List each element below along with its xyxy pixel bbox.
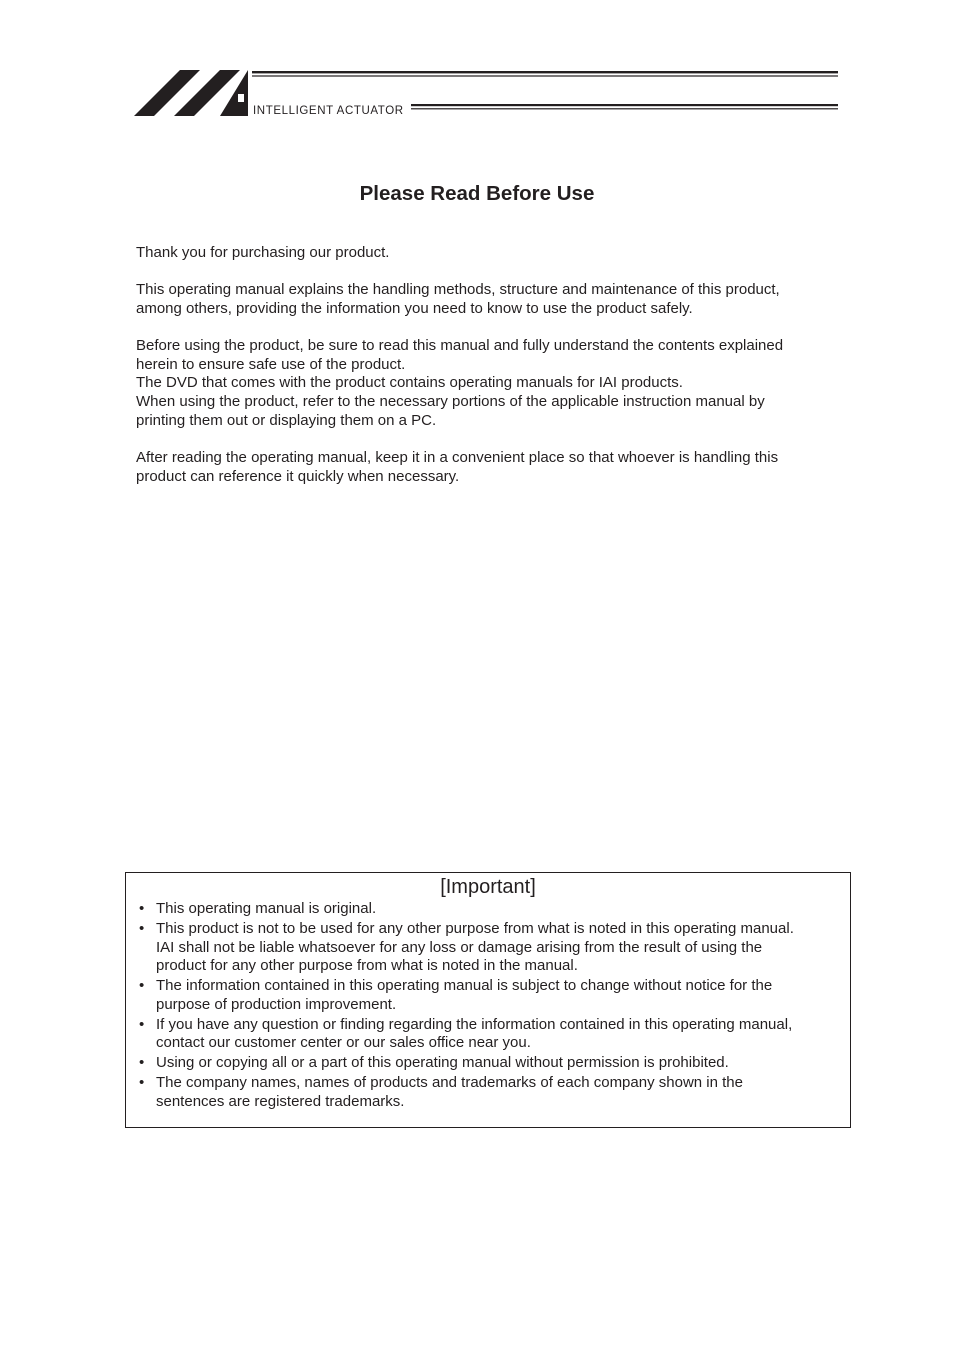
text-line: This operating manual explains the handling methods, structure and maintenance of this product, — [136, 281, 780, 299]
bullet-icon: • — [139, 977, 145, 994]
iai-logo-mark — [134, 68, 844, 124]
list-item — [137, 900, 850, 919]
text-line: Thank you for purchasing our product. — [136, 244, 390, 261]
text-line: Before using the product, be sure to read this manual and fully understand the contents explained — [136, 336, 784, 354]
text-line: After reading the operating manual, keep it in a convenient place so that whoever is handling this — [136, 448, 779, 466]
text-line: The DVD that comes with the product contains operating manuals for IAI products. — [136, 374, 683, 392]
text-line: among others, providing the information you need to know to use the product safely. — [136, 299, 693, 317]
important-heading: [Important] — [440, 876, 536, 898]
list-item — [137, 1074, 850, 1111]
important-notice-box — [125, 872, 851, 1128]
text-line: This operating manual is original. — [156, 900, 377, 917]
text-line: If you have any question or finding regarding the information contained in this operating manual, — [156, 1015, 793, 1033]
list-item — [137, 1054, 850, 1073]
logo-wordmark: INTELLIGENT ACTUATOR — [253, 105, 404, 117]
list-item — [137, 920, 850, 976]
intro-paragraph — [136, 337, 836, 431]
page-title: Please Read Before Use — [359, 182, 595, 205]
text-line: The company names, names of products and trademarks of each company shown in the — [156, 1073, 743, 1091]
important-list — [126, 900, 850, 1111]
text-line: The information contained in this operating manual is subject to change without notice for the — [156, 977, 773, 994]
bullet-icon: • — [139, 919, 145, 937]
text-line: contact our customer center or our sales office near you. — [156, 1034, 531, 1052]
text-line: herein to ensure safe use of the product. — [136, 355, 406, 373]
text-line: This product is not to be used for any other purpose from what is noted in this operating manual. — [156, 919, 794, 937]
intro-paragraph — [136, 281, 836, 318]
text-line: Using or copying all or a part of this operating manual without permission is prohibited. — [156, 1054, 729, 1071]
bullet-icon: • — [139, 1054, 145, 1071]
bullet-icon: • — [139, 900, 145, 917]
intro-paragraph — [136, 244, 836, 263]
intro-text — [136, 244, 836, 505]
list-item — [137, 1016, 850, 1053]
text-line: sentences are registered trademarks. — [156, 1092, 405, 1110]
bullet-icon: • — [139, 1015, 145, 1033]
text-line: product can reference it quickly when necessary. — [136, 467, 460, 485]
iai-logo — [134, 68, 844, 124]
text-line: When using the product, refer to the necessary portions of the applicable instruction manual by — [136, 393, 765, 410]
intro-paragraph — [136, 449, 836, 486]
text-line: IAI shall not be liable whatsoever for any loss or damage arising from the result of using the — [156, 938, 763, 956]
text-line: printing them out or displaying them on a PC. — [136, 411, 437, 429]
list-item — [137, 977, 850, 1014]
text-line: purpose of production improvement. — [156, 995, 397, 1013]
bullet-icon: • — [139, 1073, 145, 1091]
text-line: product for any other purpose from what is noted in the manual. — [156, 957, 578, 975]
